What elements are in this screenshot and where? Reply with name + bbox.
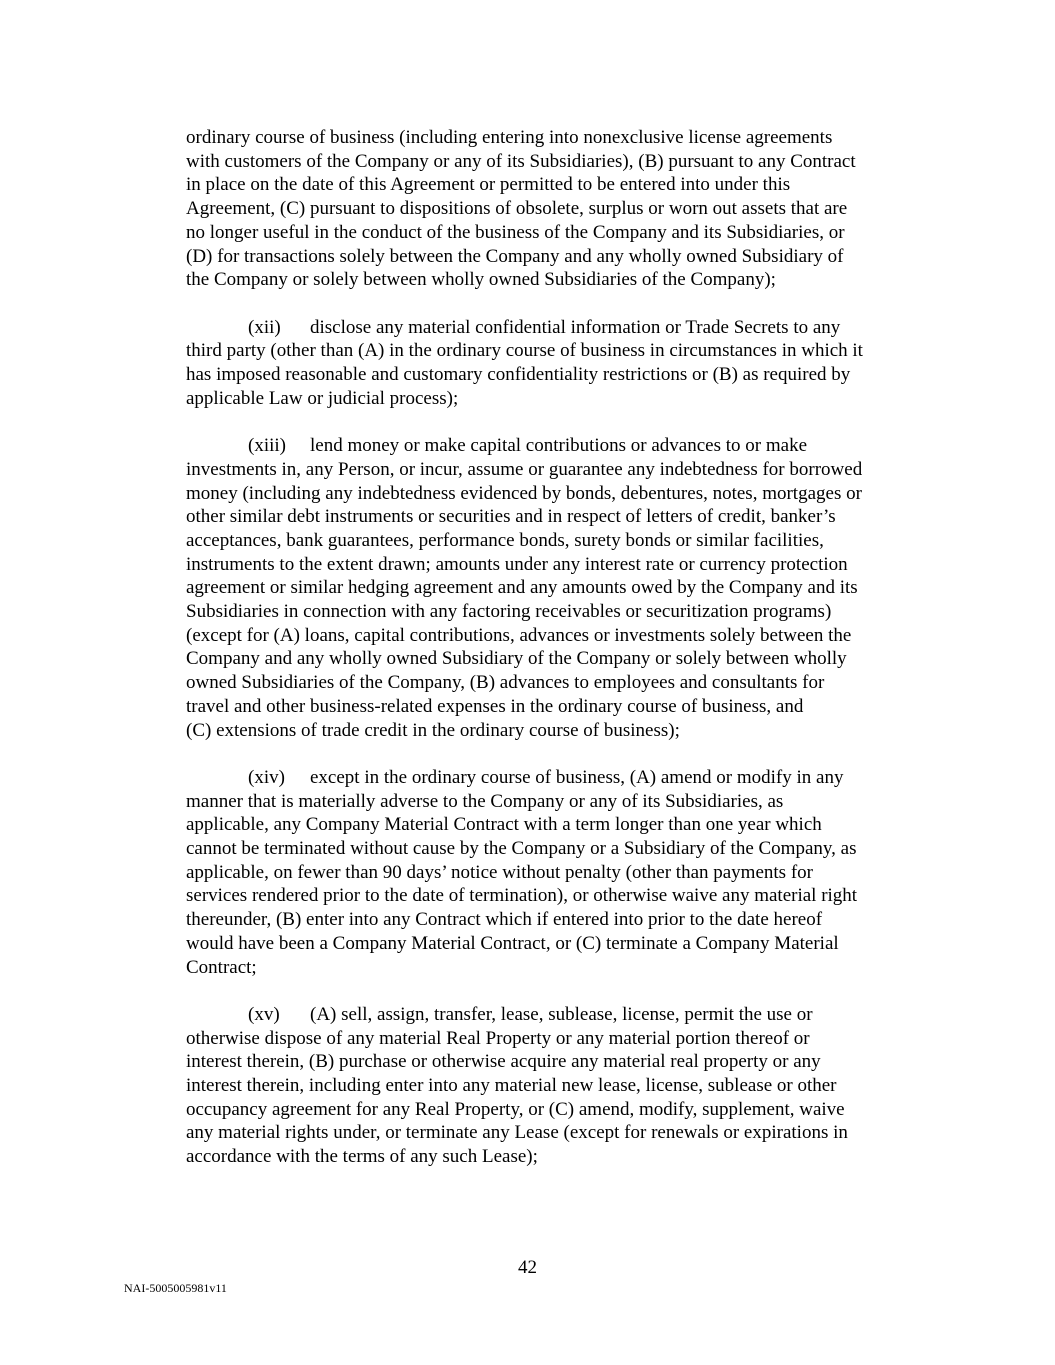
paragraph-xii <box>186 316 931 411</box>
line-text: travel and other business-related expenses in the ordinary course of business, and <box>186 695 804 717</box>
clause-number: (xv) <box>248 1003 280 1025</box>
paragraph-line <box>186 576 931 600</box>
document-id: NAI-5005005981v11 <box>124 1281 227 1295</box>
paragraph-line <box>186 529 931 553</box>
line-text: interest therein, (B) purchase or otherwise acquire any material real property or any <box>186 1051 821 1073</box>
line-text: would have been a Company Material Contract, or (C) terminate a Company Material <box>186 932 839 954</box>
line-text: instruments to the extent drawn; amounts under any interest rate or currency protection <box>186 553 848 575</box>
paragraph-line <box>186 908 931 932</box>
paragraph-line <box>186 150 931 174</box>
line-text: other similar debt instruments or securities and in respect of letters of credit, banker’s <box>186 506 836 528</box>
paragraph-line <box>186 1003 931 1027</box>
clause-number: (xiv) <box>248 766 285 788</box>
line-text: owned Subsidiaries of the Company, (B) advances to employees and consultants for <box>186 672 825 694</box>
paragraph-line <box>186 956 931 980</box>
line-text: with customers of the Company or any of its Subsidiaries), (B) pursuant to any Contract <box>186 150 856 172</box>
paragraph-line <box>186 671 931 695</box>
line-text: investments in, any Person, or incur, assume or guarantee any indebtedness for borrowed <box>186 458 863 480</box>
paragraph-xiii <box>186 434 931 742</box>
line-text: has imposed reasonable and customary confidentiality restrictions or (B) as required by <box>186 364 851 386</box>
paragraph-line <box>186 482 931 506</box>
line-text: applicable Law or judicial process); <box>186 387 459 409</box>
paragraph-line <box>186 197 931 221</box>
paragraph-line <box>186 316 931 340</box>
line-text: disclose any material confidential information or Trade Secrets to any <box>310 316 841 338</box>
paragraph-line <box>186 1145 931 1169</box>
paragraph-xi-cont <box>186 126 931 292</box>
paragraph-line <box>186 173 931 197</box>
paragraph-line <box>186 126 931 150</box>
paragraph-line <box>186 695 931 719</box>
paragraph-line <box>186 363 931 387</box>
paragraph-line <box>186 813 931 837</box>
paragraph-xv <box>186 1003 931 1169</box>
line-text: lend money or make capital contributions or advances to or make <box>310 435 808 457</box>
paragraph-line <box>186 245 931 269</box>
paragraph-line <box>186 861 931 885</box>
line-text: Contract; <box>186 956 257 978</box>
line-text: (A) sell, assign, transfer, lease, sublease, license, permit the use or <box>310 1003 813 1025</box>
line-text: applicable, on fewer than 90 days’ notice without penalty (other than payments for <box>186 861 813 883</box>
paragraph-line <box>186 790 931 814</box>
paragraph-line <box>186 1121 931 1145</box>
paragraph-line <box>186 1074 931 1098</box>
line-text: (D) for transactions solely between the Company and any wholly owned Subsidiary of <box>186 245 844 267</box>
paragraph-line <box>186 600 931 624</box>
paragraph-line <box>186 932 931 956</box>
line-text: in place on the date of this Agreement or permitted to be entered into under this <box>186 174 791 196</box>
line-text: (C) extensions of trade credit in the ordinary course of business); <box>186 719 680 741</box>
paragraph-line <box>186 505 931 529</box>
line-text: acceptances, bank guarantees, performance bonds, surety bonds or similar facilities, <box>186 529 824 551</box>
paragraph-line <box>186 1050 931 1074</box>
paragraph-line <box>186 624 931 648</box>
paragraph-line <box>186 1098 931 1122</box>
clause-number: (xiii) <box>248 435 286 457</box>
line-text: the Company or solely between wholly owned Subsidiaries of the Company); <box>186 269 776 291</box>
line-text: no longer useful in the conduct of the business of the Company and its Subsidiaries, or <box>186 221 845 243</box>
page-number: 42 <box>518 1257 537 1278</box>
line-text: applicable, any Company Material Contract with a term longer than one year which <box>186 814 822 836</box>
line-text: services rendered prior to the date of termination), or otherwise waive any material right <box>186 885 858 907</box>
line-text: occupancy agreement for any Real Property, or (C) amend, modify, supplement, waive <box>186 1098 845 1120</box>
paragraph-line <box>186 221 931 245</box>
paragraph-line <box>186 719 931 743</box>
paragraph-line <box>186 837 931 861</box>
line-text: cannot be terminated without cause by the Company or a Subsidiary of the Company, as <box>186 838 857 860</box>
paragraph-line <box>186 387 931 411</box>
line-text: manner that is materially adverse to the Company or any of its Subsidiaries, as <box>186 790 784 812</box>
line-text: otherwise dispose of any material Real Property or any material portion thereof or <box>186 1027 810 1049</box>
paragraph-line <box>186 458 931 482</box>
line-text: except in the ordinary course of business, (A) amend or modify in any <box>310 766 844 788</box>
line-text: agreement or similar hedging agreement and any amounts owed by the Company and its <box>186 577 858 599</box>
line-text: ordinary course of business (including entering into nonexclusive license agreements <box>186 127 833 148</box>
paragraph-line <box>186 339 931 363</box>
line-text: accordance with the terms of any such Lease); <box>186 1146 538 1168</box>
paragraph-line <box>186 766 931 790</box>
paragraph-line <box>186 553 931 577</box>
paragraph-line <box>186 884 931 908</box>
line-text: interest therein, including enter into any material new lease, license, sublease or other <box>186 1075 837 1097</box>
line-text: Agreement, (C) pursuant to dispositions of obsolete, surplus or worn out assets that are <box>186 198 848 220</box>
clause-number: (xii) <box>248 316 281 338</box>
document-body <box>186 126 931 1193</box>
line-text: Subsidiaries in connection with any factoring receivables or securitization programs) <box>186 601 832 623</box>
line-text: money (including any indebtedness evidenced by bonds, debentures, notes, mortgages or <box>186 482 862 504</box>
paragraph-line <box>186 647 931 671</box>
paragraph-line <box>186 434 931 458</box>
paragraph-line <box>186 268 931 292</box>
paragraph-xiv <box>186 766 931 979</box>
line-text: third party (other than (A) in the ordinary course of business in circumstances in which it <box>186 340 863 362</box>
line-text: thereunder, (B) enter into any Contract which if entered into prior to the date hereof <box>186 909 823 931</box>
line-text: Company and any wholly owned Subsidiary of the Company or solely between wholly <box>186 648 847 670</box>
line-text: (except for (A) loans, capital contributions, advances or investments solely between the <box>186 624 852 646</box>
line-text: any material rights under, or terminate any Lease (except for renewals or expirations in <box>186 1122 848 1144</box>
paragraph-line <box>186 1027 931 1051</box>
